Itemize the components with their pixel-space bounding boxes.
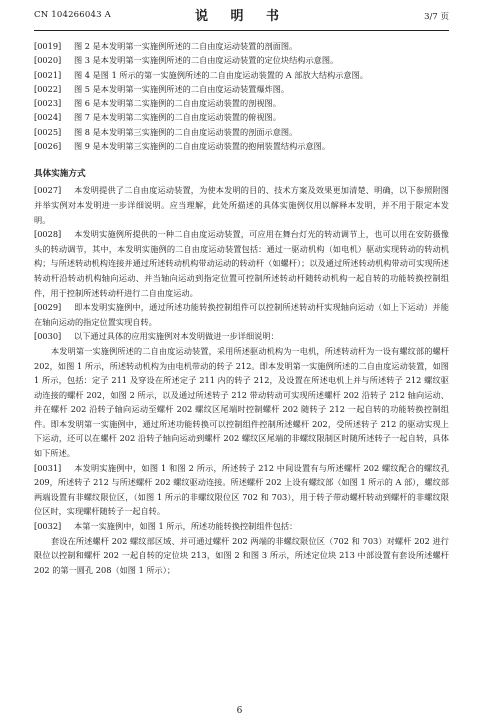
paragraph-0032 (34, 519, 449, 534)
paragraph-0030-body: 本发明第一实施例所述的二自由度运动装置，采用所述驱动机构为一电机，所述转动杆为一设有螺纹部的螺杆 202，如图 1 所示，所述转动机构为由电机带动的转子 212。即本发明第一实施例所述的二自由度运动装置，如图 1 所示，包括：定子 211 及穿设在所述定子 211 内的转子 212，及设置在所述电机上并与所述转子 212 螺纹驱动连接的螺杆 202，如图 2 所示，以及通过所述转子 212 带动转动可实现所述螺杆 202 沿转子 212 轴向运动、并在螺杆 202 沿转子轴向运动至螺杆 202 螺纹区尾端时控制螺杆 202 随转子 212 一起自转的功能转换控制组件。即本发明第一实施例中，通过所述功能转换可以控制组件控制所述螺杆 202，受所述转子 212 的驱动实现上下运动，还可以在螺杆 202 沿转子轴向运动到螺杆 202 螺纹区尾端的非螺纹限制区时随所述转子一起自转，具体如下所述。 (34, 345, 449, 459)
paragraph-text: 本第一实施例中，如图 1 所示，所述功能转换控制组件包括： (74, 521, 298, 532)
paragraph-text: 图 5 是本发明第一实施例所述的二自由度运动装置爆炸图。 (74, 83, 290, 94)
page-number: 6 (236, 706, 243, 716)
figure-item (34, 96, 449, 110)
paragraph-number: [0028] (34, 229, 62, 240)
paragraph-text: 即本发明实施例中，通过所述功能转换控制组件可以控制所述转动杆实现轴向运动（如上下运动）并能在轴向运动的指定位置实现自转。 (34, 302, 449, 327)
section-title: 具体实施方式 (34, 169, 86, 180)
figure-item (34, 139, 449, 153)
paragraph-text: 图 2 是本发明第一实施例所述的二自由度运动装置的剖面图。 (74, 41, 298, 51)
paragraph-0027 (34, 183, 449, 227)
paragraph-text: 以下通过具体的应用实施例对本发明做进一步详细说明： (74, 331, 279, 342)
paragraph-text: 图 4 是图 1 所示的第一实施例所述的二自由度运动装置的 A 部放大结构示意图。 (74, 69, 368, 80)
paragraph-number: [0032] (34, 521, 62, 532)
paragraph-number: [0019] (34, 41, 62, 51)
paragraph-number: [0025] (34, 126, 62, 137)
paragraph-text: 图 3 是本发明第一实施例所述的二自由度运动装置的定位块结构示意图。 (74, 55, 339, 66)
paragraph-0031 (34, 461, 449, 519)
header-rule (34, 30, 449, 31)
paragraph-number: [0029] (34, 302, 62, 313)
figure-item (34, 125, 449, 139)
figure-item (34, 53, 449, 67)
document-title: 说 明 书 (194, 9, 289, 24)
figure-item (34, 110, 449, 124)
paragraph-number: [0030] (34, 331, 62, 342)
paragraph-number: [0023] (34, 98, 62, 109)
paragraph-text: 图 7 是本发明第二实施例的二自由度运动装置的俯视图。 (74, 112, 281, 123)
paragraph-0030 (34, 329, 449, 344)
paragraph-0028 (34, 227, 449, 300)
figure-item (34, 68, 449, 82)
paragraph-text: 图 8 是本发明第三实施例的二自由度运动装置的剖面示意图。 (74, 126, 298, 137)
paragraph-text: 本发明提供了二自由度运动装置，为使本发明的目的、技术方案及效果更加清楚、明确，以下参照附图并举实例对本发明进一步详细说明。应当理解，此处所描述的具体实施例仅用以解释本发明，并不用于限定本发明。 (34, 185, 449, 225)
paragraph-number: [0021] (34, 69, 62, 80)
patent-number: CN 104266043 A (34, 10, 111, 20)
paragraph-text: 图 6 是本发明第二实施例的二自由度运动装置的剖视图。 (74, 98, 281, 109)
figure-item (34, 82, 449, 96)
paragraph-number: [0020] (34, 55, 62, 66)
paragraph-text: 本发明实施例所提供的一种二自由度运动装置，可应用在舞台灯光的转动调节上，也可以用在安防摄像头的转动调节，其中，本发明实施例的二自由度运动装置包括：通过一驱动机构（如电机）驱动实现转动的转动机构；与所述转动机构连接并通过所述转动机构带动运动的转动杆（如螺杆）；以及通过所述转动机构带动可实现所述转动杆沿转动机构轴向运动、并当轴向运动到指定位置可控制所述转动杆随转动机构一起自转的功能转换控制组件，用于控制所述转动杆进行二自由度运动。 (34, 229, 449, 298)
paragraph-number: [0027] (34, 185, 62, 196)
paragraph-text: 图 9 是本发明第三实施例的二自由度运动装置的抱闸装置结构示意图。 (74, 141, 331, 152)
figure-item (34, 39, 449, 53)
paragraph-number: [0026] (34, 141, 62, 152)
paragraph-0029 (34, 300, 449, 329)
page-header (34, 0, 449, 30)
paragraph-number: [0022] (34, 83, 62, 94)
page-indicator: 3/7 页 (424, 12, 449, 22)
paragraph-0032-body: 套设在所述螺杆 202 螺纹部区域、并可通过螺杆 202 两端的非螺纹限位区（702 和 703）对螺杆 202 进行限位以控制和螺杆 202 一起自转的定位块 213，如图 2 和图 3 所示，所述定位块 213 中部设置有套设所述螺杆 202 的第一圆孔 208（如图 1 所示）； (34, 535, 449, 575)
paragraph-number: [0024] (34, 112, 62, 123)
figure-description-list (34, 39, 449, 153)
paragraph-text: 本发明实施例中，如图 1 和图 2 所示，所述转子 212 中间设置有与所述螺杆 202 螺纹配合的螺纹孔 209，所述转子 212 与所述螺杆 202 螺纹驱动连接。所述螺杆 202 上设有螺纹部（如图 1 所示的 A 部），螺纹部两端设置有非螺纹限位区，（如图 1 所示的非螺纹限位区 702 和 703），用于转子带动螺杆转动到螺杆的非螺纹限位区时，实现螺杆随转子一起自转。 (34, 462, 449, 517)
paragraph-number: [0031] (34, 462, 62, 473)
